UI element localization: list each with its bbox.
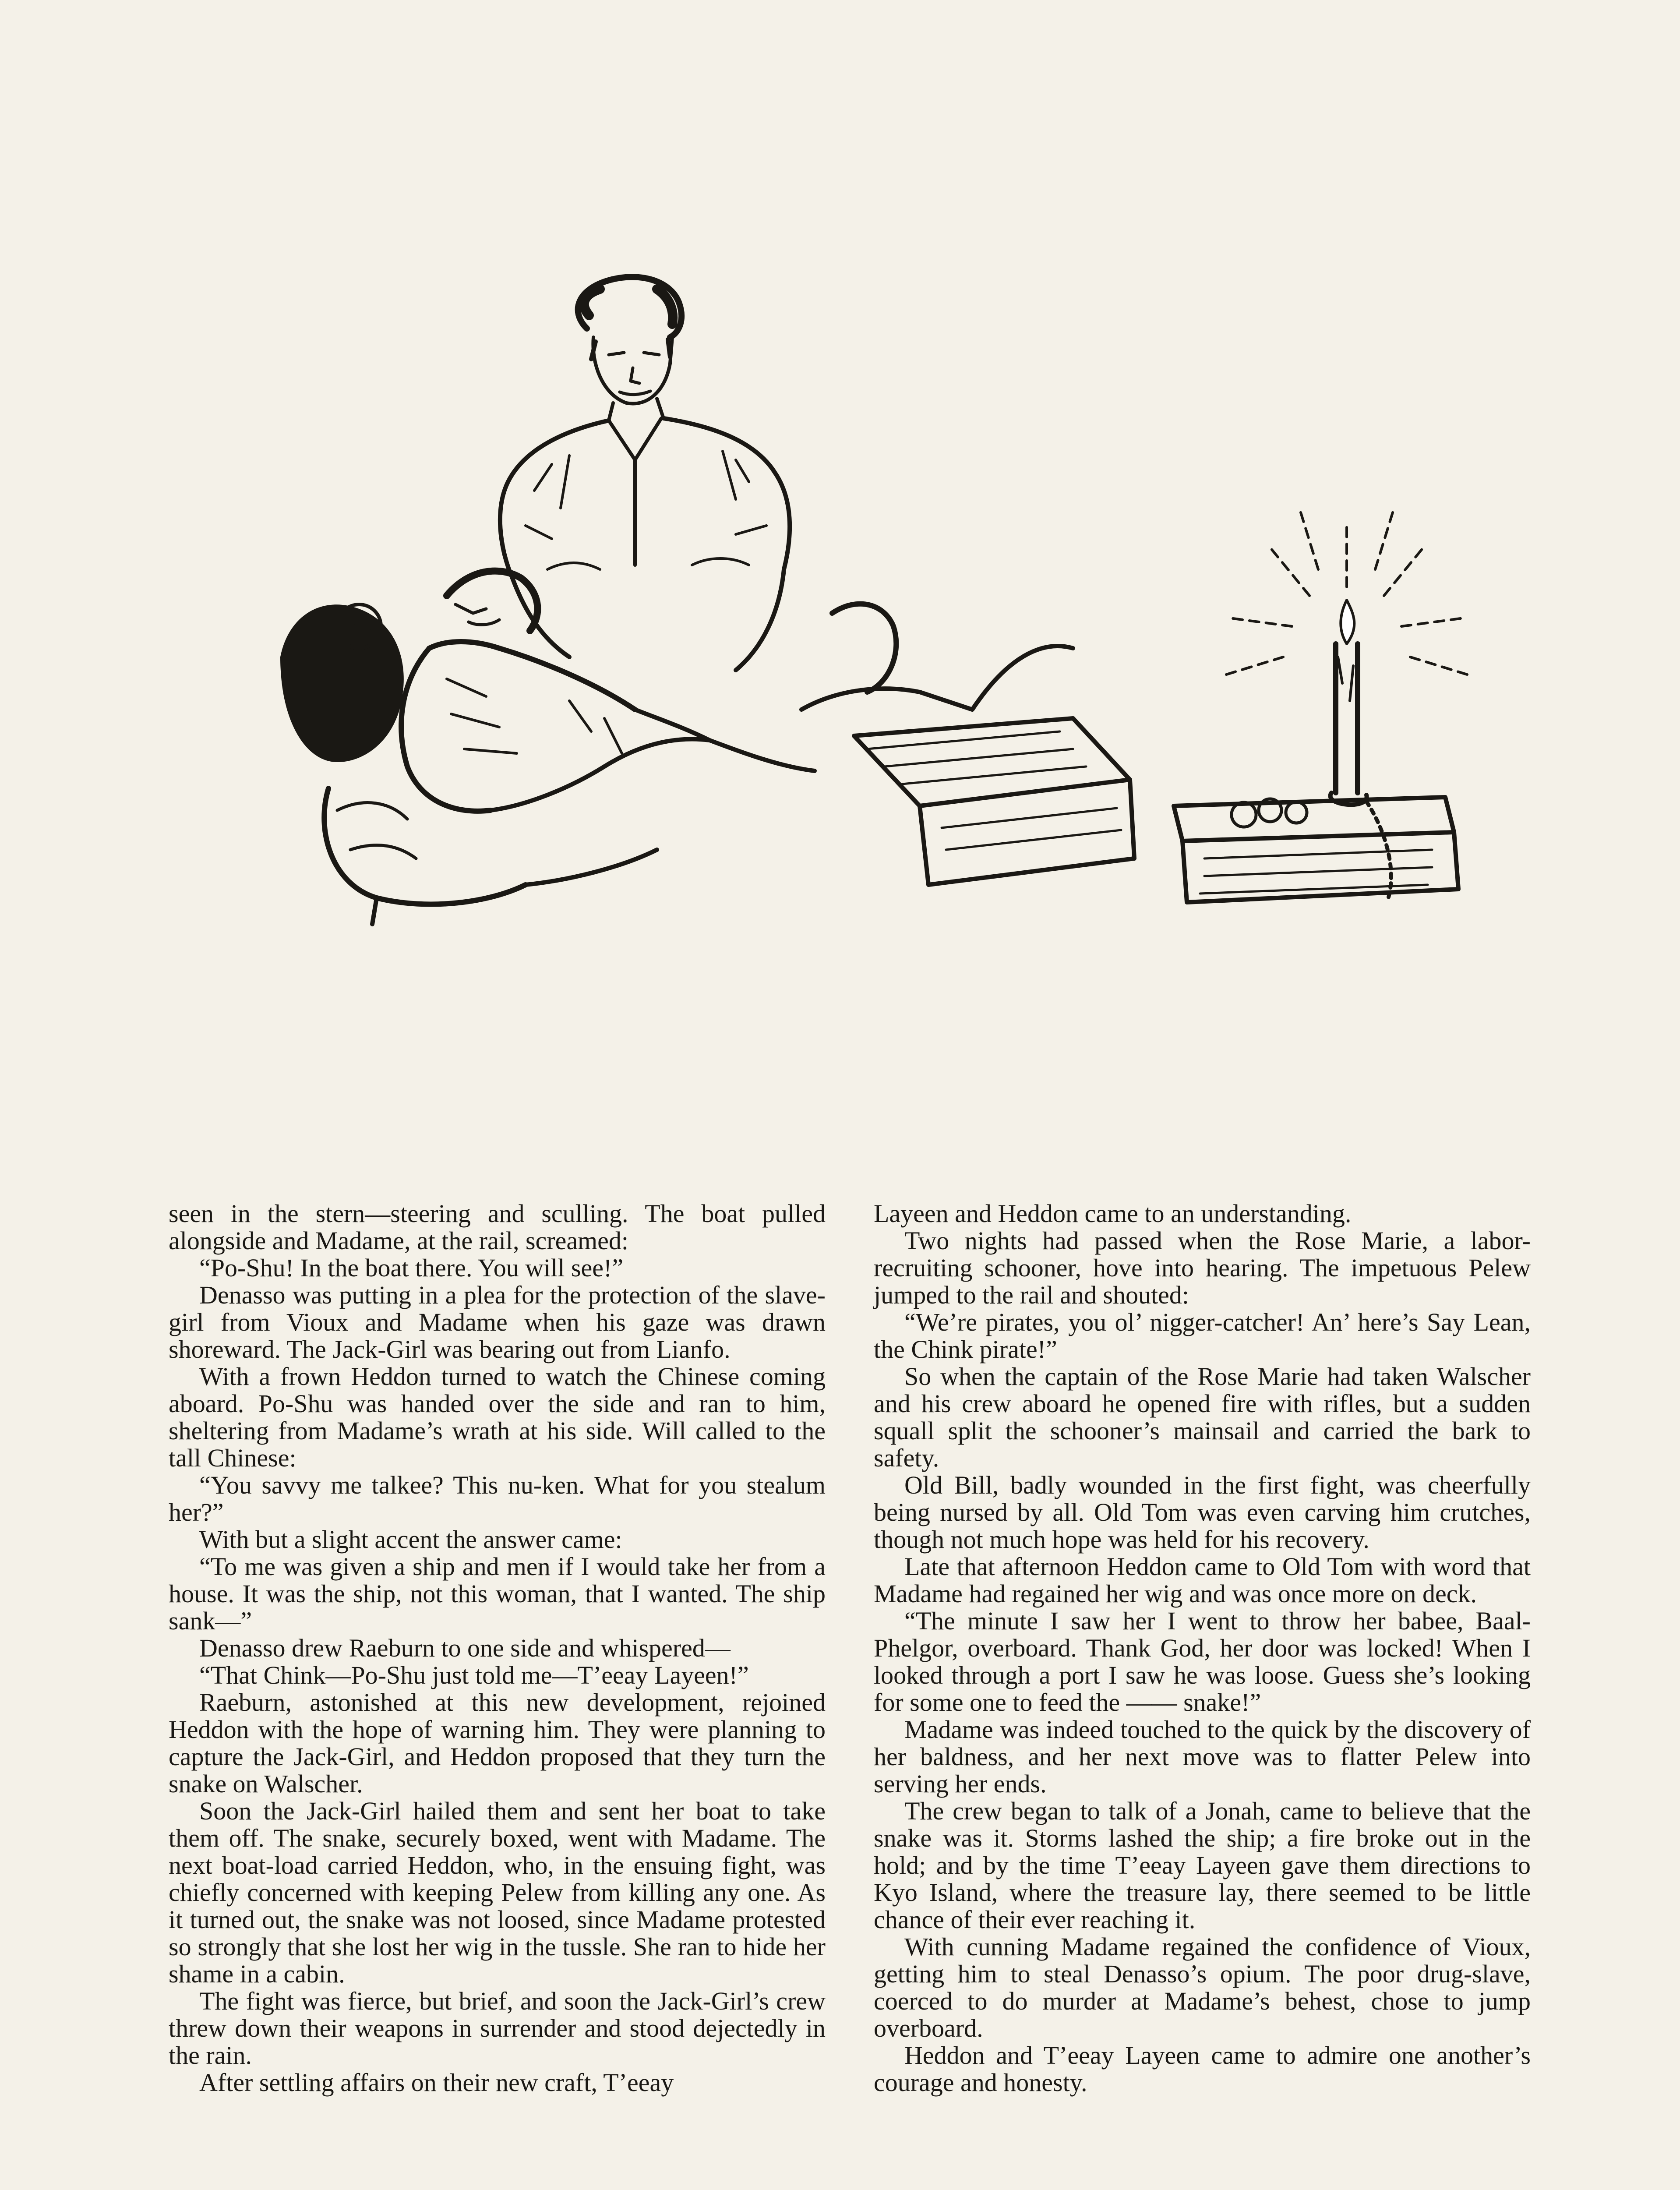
paragraph: Old Bill, badly wounded in the first fight, was cheerfully being nursed by all. Old Tom was even carving him crutches, though not much hope was held for his recovery. (874, 1471, 1531, 1554)
paragraph: Late that afternoon Heddon came to Old Tom with word that Madame had regained her wig and was once more on deck. (874, 1552, 1531, 1608)
illustration (263, 263, 1533, 1139)
paragraph: So when the captain of the Rose Marie had taken Walscher and his crew aboard he opened fire with rifles, but a sudden squall split the schooner’s mainsail and carried the bark to safety. (874, 1362, 1531, 1472)
paragraph: “That Chink—Po-Shu just told me—T’eeay Layeen!” (199, 1661, 749, 1689)
paragraph: Soon the Jack-Girl hailed them and sent her boat to take them off. The snake, securely boxed, went with Madame. The next boat-load carried Heddon, who, in the ensuing fight, was chiefly concerned with keeping Pelew from killing any one. As it turned out, the snake was not loosed, since Madame protested so strongly that she lost her wig in the tussle. She ran to hide her shame in a cabin. (169, 1797, 826, 1988)
text-column-right (874, 1200, 1531, 2096)
text-column-left (169, 1200, 826, 2096)
paragraph: Raeburn, astonished at this new development, rejoined Heddon with the hope of warning him. They were planning to capture the Jack-Girl, and Heddon proposed that they turn the snake on Walscher. (169, 1688, 826, 1798)
paragraph: “The minute I saw her I went to throw her babee, Baal-Phelgor, overboard. Thank God, her door was locked! When I looked through a port I saw he was loose. Guess she’s looking for some one to feed the —— snake!” (874, 1607, 1531, 1717)
paragraph: With but a slight accent the answer came: (199, 1525, 622, 1554)
bench (854, 718, 1134, 885)
paragraph: “You savvy me talkee? This nu-ken. What for you stealum her?” (169, 1471, 826, 1526)
paragraph: seen in the stern—steering and sculling. The boat pulled alongside and Madame, at the rail, screamed: (169, 1199, 826, 1255)
seated-man (500, 277, 790, 670)
paragraph: Two nights had passed when the Rose Marie, a labor-recruiting schooner, hove into hearing. The impetuous Pelew jumped to the rail and shouted: (874, 1226, 1531, 1309)
candle-icon (1226, 512, 1467, 805)
paragraph: The fight was fierce, but brief, and soon the Jack-Girl’s crew threw down their weapons in surrender and stood dejectedly in the rain. (169, 1987, 826, 2070)
paragraph: The crew began to talk of a Jonah, came to believe that the snake was it. Storms lashed the ship; a fire broke out in the hold; and by the time T’eeay Layeen gave them directions to Kyo Island, where the treasure lay, there seemed to be little chance of their ever reaching it. (874, 1797, 1531, 1934)
paragraph: Layeen and Heddon came to an understanding. (874, 1199, 1352, 1228)
paragraph: With cunning Madame regained the confidence of Vioux, getting him to steal Denasso’s opium. The poor drug-slave, coerced to do murder at Madame’s behest, chose to jump overboard. (874, 1932, 1531, 2042)
paragraph: “To me was given a ship and men if I would take her from a house. It was the ship, not this woman, that I wanted. The ship sank—” (169, 1552, 826, 1635)
paragraph: Madame was indeed touched to the quick by the discovery of her baldness, and her next move was to flatter Pelew into serving her ends. (874, 1715, 1531, 1798)
paragraph: “We’re pirates, you ol’ nigger-catcher! An’ here’s Say Lean, the Chink pirate!” (874, 1308, 1531, 1363)
paragraph: Heddon and T’eeay Layeen came to admire one another’s courage and honesty. (874, 2041, 1531, 2097)
wounded-figure (324, 571, 815, 924)
paragraph: After settling affairs on their new craft, T’eeay (199, 2068, 674, 2097)
paragraph: Denasso was putting in a plea for the protection of the slave-girl from Vioux and Madame when his gaze was drawn shoreward. The Jack-Girl was bearing out from Lianfo. (169, 1281, 826, 1363)
paragraph: Denasso drew Raeburn to one side and whispered— (199, 1634, 731, 1662)
treasure-chest-icon (1174, 797, 1458, 902)
paragraph: With a frown Heddon turned to watch the Chinese coming aboard. Po-Shu was handed over the side and ran to him, sheltering from Madame’s wrath at his side. Will called to the tall Chinese: (169, 1362, 826, 1472)
paragraph: “Po-Shu! In the boat there. You will see!” (199, 1254, 624, 1282)
shadow-mass (280, 604, 404, 762)
